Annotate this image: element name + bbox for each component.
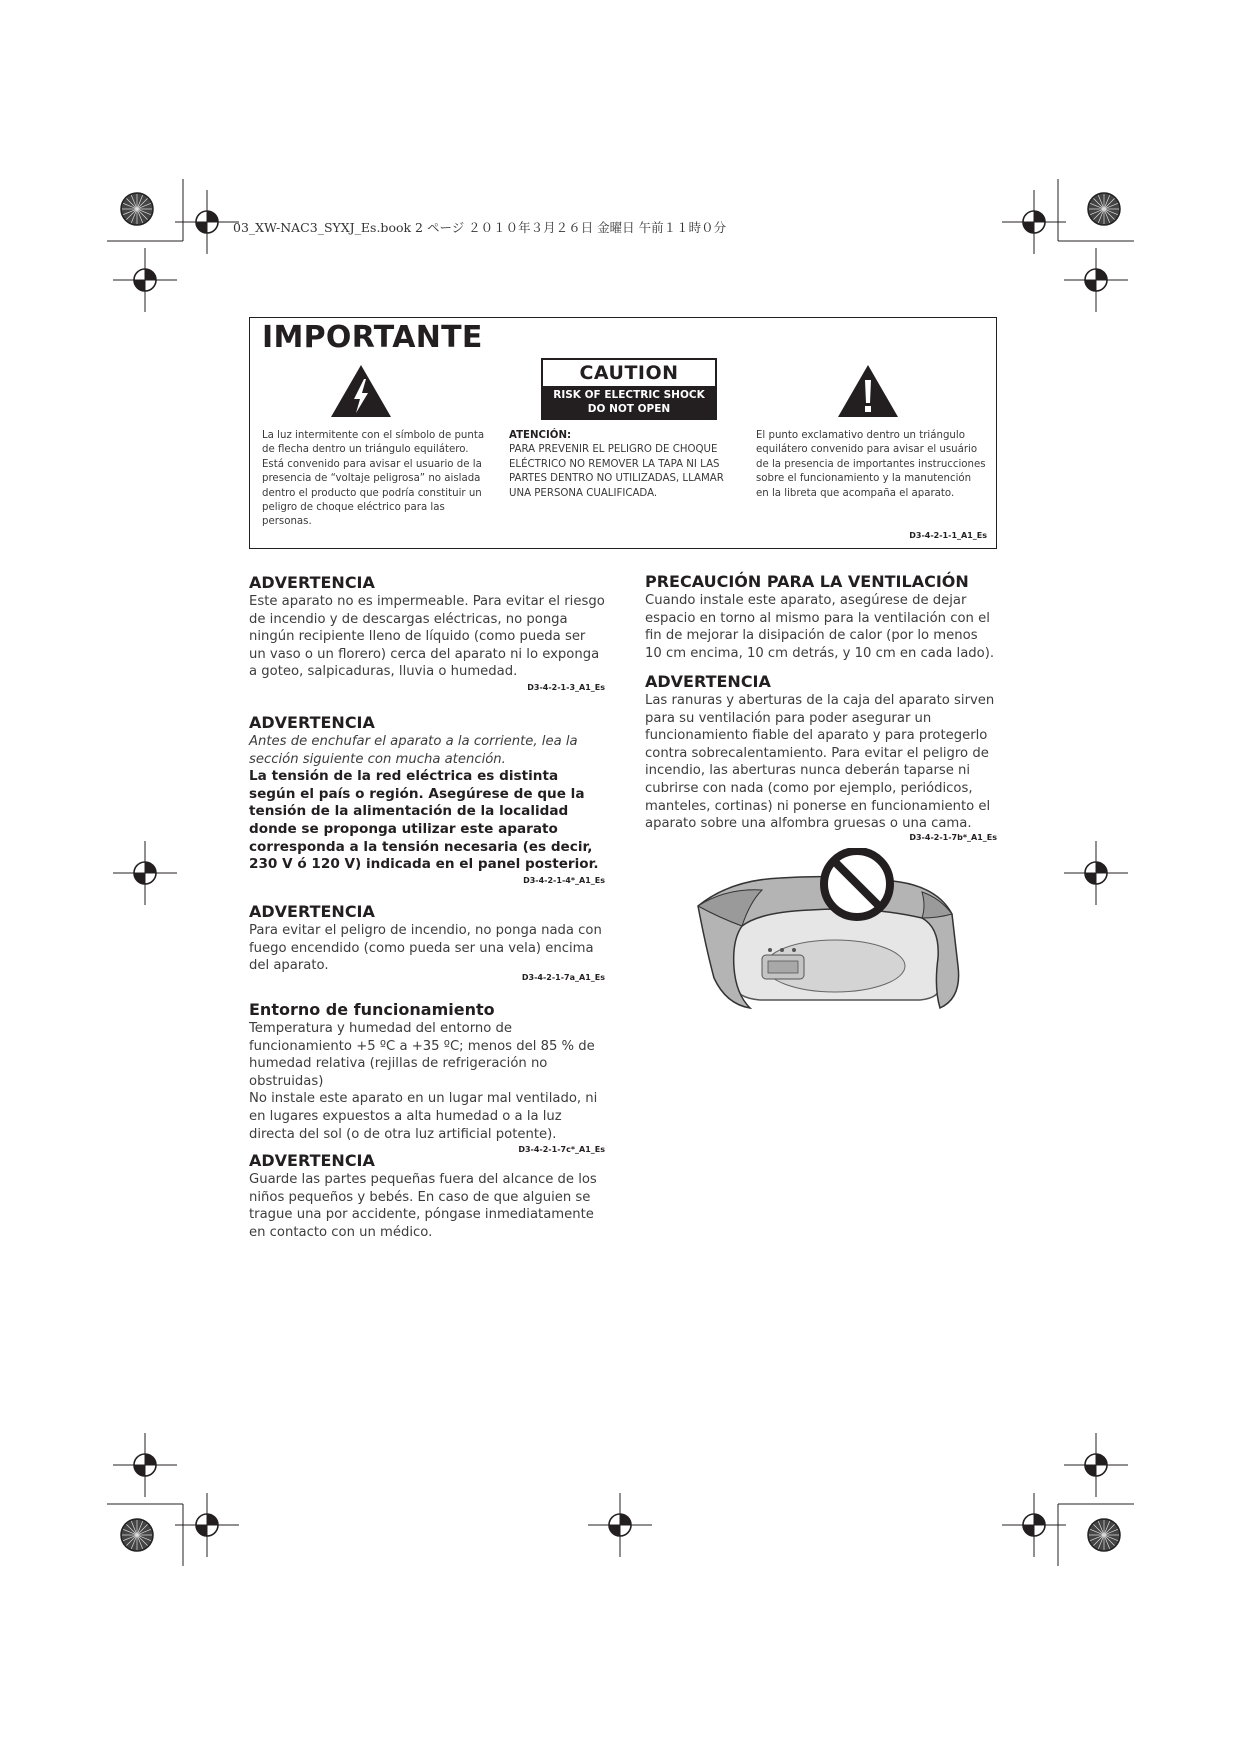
- section-bold-text: La tensión de la red eléctrica es distinta según el país o región. Asegúrese de que la tensión de la alimentación de la localidad donde se proponga utilizar este aparato corresponda a la tensión necesaria (es decir, 230 V ó 120 V) indicada en el panel posterior.: [249, 768, 599, 873]
- section-code: D3-4-2-1-7c*_A1_Es: [518, 1145, 605, 1155]
- section-heading: ADVERTENCIA: [249, 902, 375, 921]
- section-text: Este aparato no es impermeable. Para evitar el riesgo de incendio y de descargas eléctricas, no ponga ningún recipiente lleno de líquido (como pueda ser un vaso o un florero) cerca del aparato ni lo exponga a goteo, salpicaduras, lluvia o humedad.: [249, 594, 605, 680]
- importante-box: [249, 317, 997, 549]
- section-text: Guarde las partes pequeñas fuera del alcance de los niños pequeños y bebés. En caso de que alguien se trague una por accidente, póngase inmediatamente en contacto con un médico.: [249, 1172, 597, 1240]
- atencion-label: ATENCIÓN:: [509, 430, 572, 441]
- importante-left-text: La luz intermitente con el símbolo de punta de flecha dentro un triángulo equilátero. Está convenido para avisar el usuario de la presencia de “voltaje peligrosa” no aislada dentro el producto que podría constituir un peligro de choque eléctrico para las personas.: [262, 430, 485, 528]
- right-section-1: [645, 572, 997, 662]
- left-section-3: [249, 902, 605, 982]
- caution-title: CAUTION: [579, 362, 679, 384]
- atencion-text: PARA PREVENIR EL PELIGRO DE CHOQUE ELÉCTRICO NO REMOVER LA TAPA NI LAS PARTES DENTRO NO UTILIZADAS, LLAMAR UNA PERSONA CUALIFICADA.: [509, 444, 724, 499]
- section-text: Las ranuras y aberturas de la caja del aparato sirven para su ventilación para poder asegurar un funcionamiento fiable del aparato y para protegerlo contra sobrecalentamiento. Para evitar el peligro de incendio, las aberturas nunca deberán taparse ni cubrirse con nada (como por ejemplo, periódicos, manteles, cortinas) ni ponerse en funcionamiento el aparato sobre una alfombra gruesas o una cama.: [645, 693, 995, 832]
- section-text: Para evitar el peligro de incendio, no ponga nada con fuego encendido (como pueda ser una vela) encima del aparato.: [249, 923, 602, 974]
- section-text-1: Temperatura y humedad del entorno de funcionamiento +5 ºC a +35 ºC; menos del 85 % de humedad relativa (rejillas de refrigeración no obstruidas): [249, 1021, 595, 1089]
- caution-warning-band: [543, 386, 715, 418]
- covered-device-prohibited-illustration: [690, 848, 970, 1018]
- right-section-2: [645, 672, 997, 842]
- section-text-2: No instale este aparato en un lugar mal ventilado, ni en lugares expuestos a alta humedad o a la luz directa del sol (o de otra luz artificial potente).: [249, 1091, 598, 1142]
- book-header-line: 03_XW-NAC3_SYXJ_Es.book 2 ページ ２０１０年３月２６日 金曜日 午前１１時０分: [233, 220, 727, 235]
- left-section-2: [249, 713, 605, 885]
- importante-title: IMPORTANTE: [262, 320, 483, 355]
- left-section-4: [249, 1000, 605, 1154]
- section-text: Cuando instale este aparato, asegúrese de dejar espacio en torno al mismo para la ventilación con el fin de mejorar la disipación de calor (por lo menos 10 cm encima, 10 cm detrás, y 10 cm en cada lado).: [645, 593, 995, 661]
- section-code: D3-4-2-1-7a_A1_Es: [521, 972, 605, 982]
- section-heading: PRECAUCIÓN PARA LA VENTILACIÓN: [645, 572, 969, 591]
- section-heading: ADVERTENCIA: [249, 1151, 375, 1170]
- caution-label: [541, 358, 717, 420]
- exclamation-warning-icon: [836, 363, 900, 419]
- importante-code: D3-4-2-1-1_A1_Es: [909, 531, 987, 540]
- importante-right-text: El punto exclamativo dentro un triángulo equilátero convenido para avisar el usuário de la presencia de importantes instrucciones sobre el funcionamiento y la manutención en la libreta que acompaña el aparato.: [756, 430, 986, 499]
- section-heading: ADVERTENCIA: [645, 672, 771, 691]
- caution-line-2: DO NOT OPEN: [587, 403, 671, 415]
- left-section-5: [249, 1151, 605, 1241]
- section-heading: ADVERTENCIA: [249, 573, 375, 592]
- section-heading: Entorno de funcionamiento: [249, 1000, 495, 1019]
- section-heading: ADVERTENCIA: [249, 713, 375, 732]
- lightning-warning-icon: [329, 363, 393, 419]
- section-code: D3-4-2-1-4*_A1_Es: [523, 875, 605, 885]
- importante-middle-block: [509, 429, 741, 501]
- section-code: D3-4-2-1-3_A1_Es: [527, 682, 605, 692]
- section-code: D3-4-2-1-7b*_A1_Es: [909, 832, 997, 842]
- caution-line-1: RISK OF ELECTRIC SHOCK: [553, 389, 705, 401]
- left-section-1: [249, 573, 605, 692]
- section-italic-text: Antes de enchufar el aparato a la corriente, lea la sección siguiente con mucha atención.: [249, 734, 578, 767]
